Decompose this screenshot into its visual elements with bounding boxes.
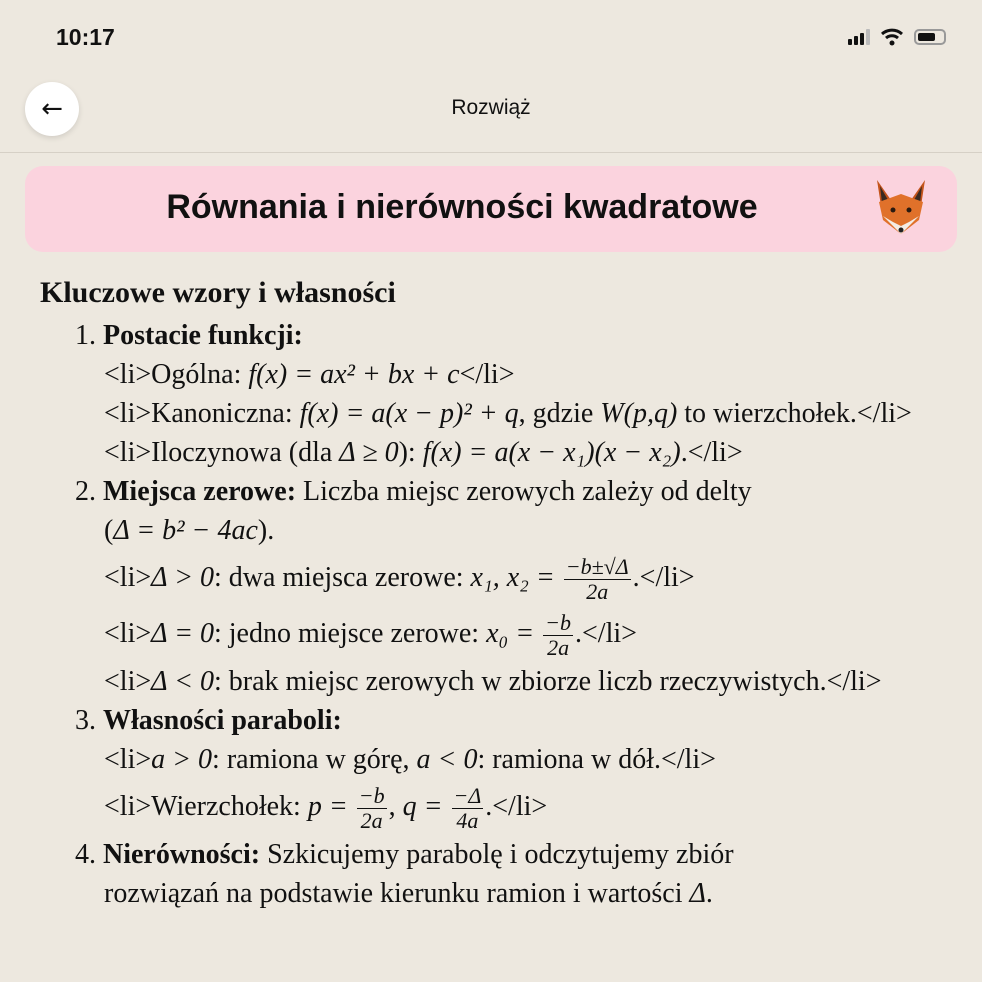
math-expression: q =: [402, 791, 450, 822]
math-expression: Δ: [689, 878, 706, 909]
math-expression: Δ = 0: [151, 618, 214, 649]
bold-label: Postacie funkcji:: [103, 320, 303, 351]
nav-title: Rozwiąż: [451, 96, 531, 119]
line-body: [96, 554, 695, 605]
line-body: [96, 515, 274, 546]
text-segment: </li>: [459, 359, 515, 390]
text-segment: : jedno miejsce zerowe:: [213, 618, 487, 649]
status-bar: [0, 0, 982, 70]
text-segment: .</li>: [680, 437, 743, 468]
list-number: 1.: [75, 320, 96, 351]
text-segment: , gdzie: [518, 398, 601, 429]
math-expression: Δ < 0: [151, 666, 214, 697]
text-segment: <li>Ogólna:: [104, 359, 249, 390]
math-fraction: [357, 784, 387, 833]
fraction-numerator: −b±√Δ: [565, 554, 629, 580]
fraction-denominator: 4a: [456, 808, 479, 834]
bold-label: Nierówności:: [103, 839, 261, 870]
text-segment: to wierzchołek.</li>: [677, 398, 912, 429]
content-line: [40, 511, 982, 550]
math-fraction: [564, 555, 631, 604]
content-line: [40, 355, 982, 394]
text-segment: ,: [388, 791, 403, 822]
wifi-icon: [880, 28, 904, 46]
text-segment: Szkicujemy parabolę i odczytujemy zbiór: [260, 839, 734, 870]
content-line: [40, 662, 982, 701]
text-segment: <li>: [104, 744, 152, 775]
math-expression: x₀ =: [486, 618, 542, 649]
content-line: [40, 701, 982, 740]
battery-icon: [914, 29, 946, 45]
line-body: [96, 610, 637, 661]
text-segment: ).: [257, 515, 275, 546]
text-segment: .: [705, 878, 713, 909]
fraction-numerator: −b: [545, 610, 572, 636]
math-expression: f(x) = a(x − p)² + q: [299, 398, 519, 429]
math-expression: x₁, x₂ =: [470, 562, 562, 593]
text-segment: <li>Wierzchołek:: [104, 791, 308, 822]
bold-label: Własności paraboli:: [103, 705, 342, 736]
fraction-numerator: −Δ: [453, 783, 482, 809]
math-expression: p =: [307, 791, 355, 822]
topic-title: Równania i nierówności kwadratowe: [166, 188, 758, 226]
line-body: [103, 705, 342, 736]
text-segment: : ramiona w dół.</li>: [477, 744, 716, 775]
content-line: [40, 606, 982, 662]
text-segment: Liczba miejsc zerowych zależy od delty: [296, 476, 752, 507]
text-segment: <li>: [104, 562, 152, 593]
line-body: [96, 878, 713, 909]
text-segment: <li>Iloczynowa (dla: [104, 437, 340, 468]
line-body: [103, 839, 734, 870]
text-segment: .</li>: [485, 791, 548, 822]
text-segment: <li>: [104, 618, 152, 649]
list-number: 3.: [75, 705, 96, 736]
math-expression: Δ ≥ 0: [339, 437, 399, 468]
content-line: [40, 835, 982, 874]
topic-banner: [25, 166, 957, 252]
line-body: [103, 476, 752, 507]
line-body: [96, 437, 743, 468]
list-number: 4.: [75, 839, 96, 870]
text-segment: (: [104, 515, 114, 546]
fraction-denominator: 2a: [586, 579, 609, 605]
text-segment: : dwa miejsca zerowe:: [213, 562, 471, 593]
text-segment: <li>: [104, 666, 152, 697]
content-line: [40, 740, 982, 779]
text-segment: .</li>: [575, 618, 637, 649]
content-line: [40, 316, 982, 355]
text-segment: ):: [398, 437, 423, 468]
line-body: [96, 666, 882, 697]
list-number: 2.: [75, 476, 96, 507]
content-line: [40, 874, 982, 913]
math-fraction: [452, 784, 484, 833]
math-expression: W(p,q): [600, 398, 678, 429]
fraction-numerator: −b: [358, 783, 385, 809]
math-expression: Δ > 0: [151, 562, 214, 593]
text-segment: .</li>: [632, 562, 695, 593]
signal-icon: [848, 29, 870, 45]
content-line: [40, 472, 982, 511]
nav-bar: [0, 78, 982, 153]
line-body: [96, 783, 548, 834]
line-body: [96, 398, 912, 429]
section-heading: Kluczowe wzory i własności: [40, 276, 396, 309]
status-time: 10:17: [56, 24, 115, 50]
text-segment: : ramiona w górę,: [212, 744, 417, 775]
text-segment: <li>Kanoniczna:: [104, 398, 300, 429]
summary-content: [40, 276, 982, 913]
math-expression: f(x) = a(x − x₁)(x − x₂): [422, 437, 681, 468]
line-body: [96, 744, 716, 775]
fox-mascot-icon: [869, 176, 933, 240]
bold-label: Miejsca zerowe:: [103, 476, 297, 507]
content-line: [40, 550, 982, 606]
math-expression: a > 0: [151, 744, 213, 775]
content-line: [40, 433, 982, 472]
fraction-denominator: 2a: [360, 808, 383, 834]
content-line: [40, 779, 982, 835]
content-line: [40, 394, 982, 433]
fraction-denominator: 2a: [547, 635, 570, 661]
math-expression: f(x) = ax² + bx + c: [248, 359, 460, 390]
math-fraction: [543, 611, 573, 660]
math-expression: Δ = b² − 4ac: [113, 515, 258, 546]
arrow-left-icon: ←: [41, 94, 63, 124]
line-body: [103, 320, 303, 351]
math-expression: a < 0: [416, 744, 478, 775]
line-body: [96, 359, 515, 390]
text-segment: : brak miejsc zerowych w zbiorze liczb rzeczywistych.</li>: [213, 666, 882, 697]
text-segment: rozwiązań na podstawie kierunku ramion i wartości: [104, 878, 690, 909]
